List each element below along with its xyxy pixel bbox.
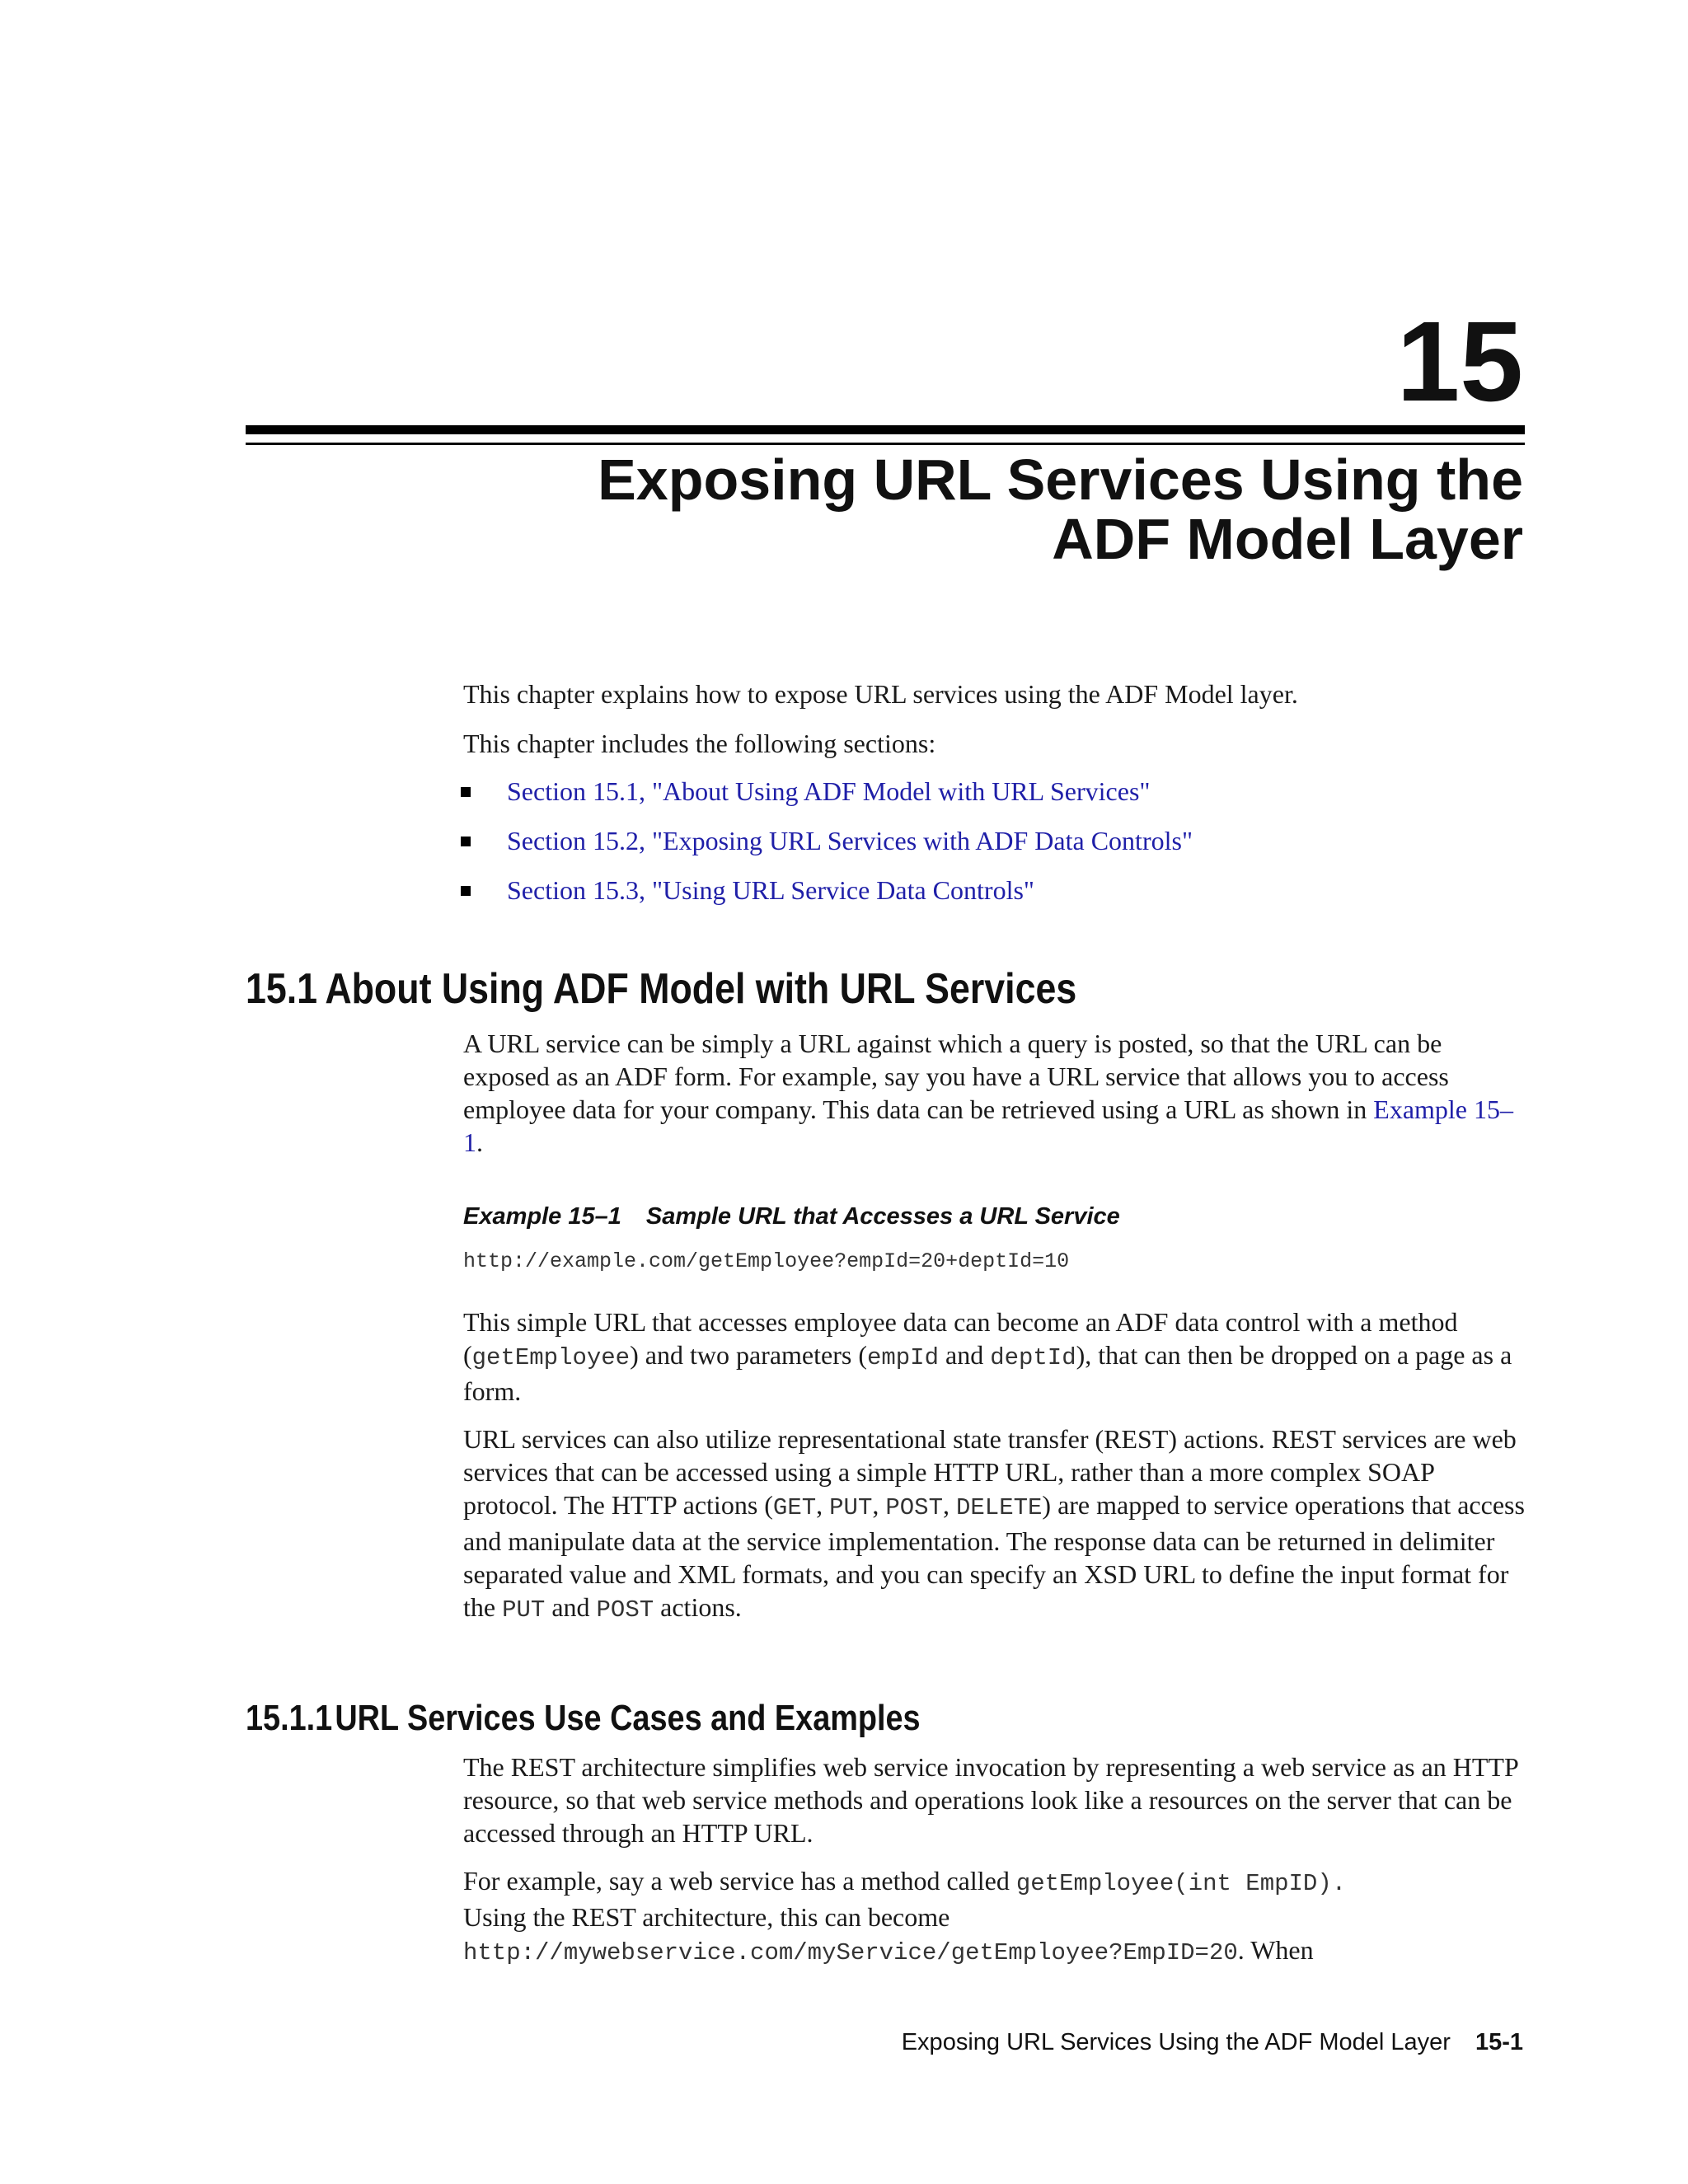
footer-title: Exposing URL Services Using the ADF Model Layer [901,2029,1451,2055]
section-title: About Using ADF Model with URL Services [325,965,1077,1013]
list-item [457,775,1521,808]
section-15-1-paragraph-3: URL services can also utilize representational state transfer (REST) actions. REST services are web services that can be accessed using a simple HTTP URL, rather than a more complex SOAP protocol. The HTTP actions (GET, PUT, POST, DELETE) are mapped to service operations that access and manipulate data at the service implementation. The response data can be returned in delimiter separated value and XML formats, and you can specify an XSD URL to define the input format for the PUT and POST actions. [463,1424,1525,1624]
example-label: Example 15–1 [463,1203,621,1230]
list-item [457,824,1521,857]
link-example-15-1[interactable]: Example 15–1 [463,1094,1513,1157]
example-caption [463,1203,1120,1230]
page-number: 15-1 [1475,2029,1523,2055]
section-number: 15.1 [246,965,318,1013]
page-footer [902,2029,1523,2056]
code-rest-url: http://mywebservice.com/myService/getEmployee?EmpID=20 [463,1939,1238,1966]
code-getemployee: getEmployee [471,1344,631,1371]
example-title: Sample URL that Accesses a URL Service [645,1203,1120,1230]
link-section-15-1[interactable]: Section 15.1, "About Using ADF Model with URL Services" [507,776,1151,806]
section-15-1-1-paragraph-1: The REST architecture simplifies web service invocation by representing a web service as an HTTP resource, so that web service methods and operations look like a resources on the server that can be accessed through an HTTP URL. [463,1752,1518,1848]
section-title: URL Services Use Cases and Examples [335,1698,921,1738]
section-15-1-paragraph-2: This simple URL that accesses employee data can become an ADF data control with a method (getEmployee) and two parameters (empId and deptId), that can then be dropped on a page as a form. [463,1307,1512,1406]
chapter-title-line-2: ADF Model Layer [1052,507,1523,571]
section-heading-15-1 [246,964,1076,1014]
section-number: 15.1.1 [246,1698,333,1738]
chapter-rule-thin [246,443,1525,445]
section-15-1-1-paragraph-2: For example, say a web service has a method called getEmployee(int EmpID). Using the REST architecture, this can become http://mywebservice.com/myService/getEmployee?EmpID=20. When [463,1866,1347,1966]
example-code: http://example.com/getEmployee?empId=20+deptId=10 [463,1249,1070,1273]
section-15-1-paragraph-1: A URL service can be simply a URL against which a query is posted, so that the URL can be exposed as an ADF form. For example, say you have a URL service that allows you to access employee data for your company. This data can be retrieved using a URL as shown in Example 15–1. [463,1029,1513,1157]
link-section-15-3[interactable]: Section 15.3, "Using URL Service Data Controls" [507,875,1034,905]
code-deptid: deptId [990,1344,1076,1371]
bullet-icon [461,886,471,896]
chapter-title [598,450,1523,569]
chapter-rule-thick [246,425,1525,434]
section-heading-15-1-1 [246,1698,921,1739]
code-getemployee-int: getEmployee(int EmpID). [1015,1870,1347,1897]
code-empid: empId [866,1344,939,1371]
link-section-15-2[interactable]: Section 15.2, "Exposing URL Services with ADF Data Controls" [507,826,1193,855]
chapter-title-line-1: Exposing URL Services Using the [598,448,1523,512]
intro-paragraph: This chapter explains how to expose URL services using the ADF Model layer. [463,679,1298,709]
bullet-icon [461,837,471,846]
bullet-icon [461,787,471,797]
list-item [457,874,1521,907]
intro-sections-lead: This chapter includes the following sections: [463,729,936,758]
section-link-list [457,775,1521,907]
chapter-number: 15 [1396,298,1523,425]
